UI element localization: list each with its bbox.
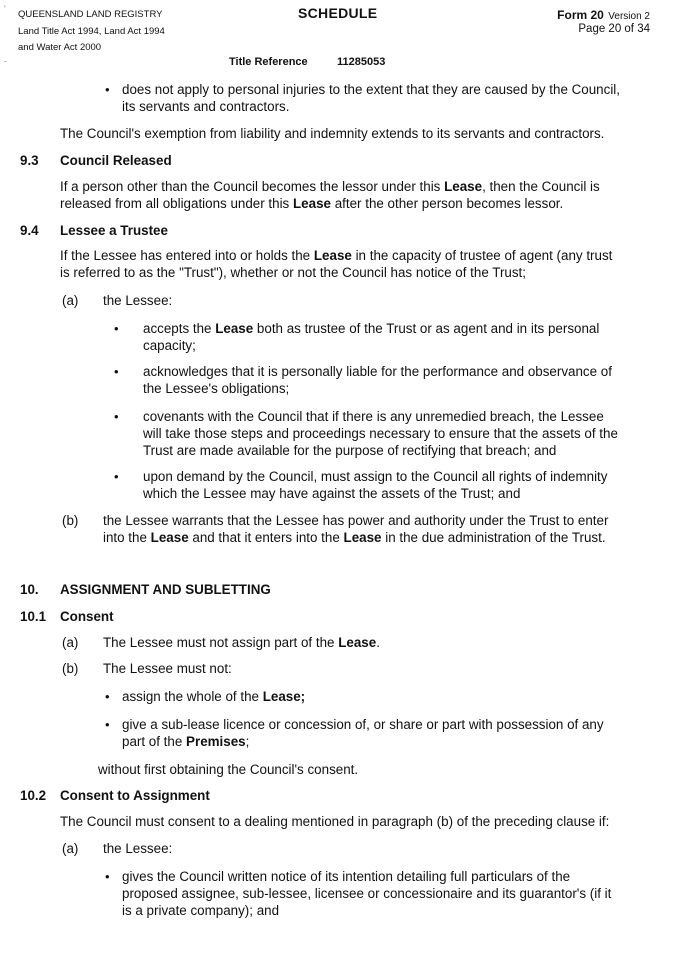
- bullet-icon: •: [105, 717, 110, 732]
- bullet-text-line: assign the whole of the Lease;: [122, 689, 306, 704]
- bullet-text-line: will take those steps and proceedings necessary to ensure that the assets of the: [143, 426, 618, 441]
- bullet-icon: •: [105, 869, 110, 884]
- form-label: [557, 6, 650, 24]
- bullet-icon: •: [114, 409, 119, 424]
- clause-number: 10.2: [20, 788, 47, 803]
- bullet-text-line: acknowledges that it is personally liable for the performance and observance of: [143, 364, 612, 379]
- schedule-title: SCHEDULE: [298, 5, 378, 21]
- clause-number: 10.1: [20, 609, 47, 624]
- clause-text-line: released from all obligations under this Lease after the other person becomes lessor.: [60, 196, 564, 211]
- form-number: Form 20: [557, 8, 604, 22]
- bullet-text-line: proposed assignee, sub-lessee, licensee or concessionaire and its guarantor's (if it: [122, 886, 612, 901]
- paragraph-text: the Lessee:: [103, 841, 173, 856]
- paragraph-text: The Lessee must not assign part of the Lease.: [103, 635, 380, 650]
- bullet-text-line: capacity;: [143, 338, 196, 353]
- clause-number: 9.4: [20, 223, 39, 238]
- clause-text-line: is referred to as the "Trust"), whether or not the Council has notice of the Trust;: [60, 265, 526, 280]
- margin-speck: ': [4, 4, 6, 14]
- paragraph-label: (b): [62, 661, 79, 676]
- paragraph-label: (a): [62, 293, 79, 308]
- bullet-text-line: is a private company); and: [122, 903, 280, 918]
- bullet-icon: •: [105, 82, 110, 97]
- paragraph-text-line: the Lessee warrants that the Lessee has power and authority under the Trust to enter: [103, 513, 609, 528]
- bullet-text-line: which the Lessee may have against the assets of the Trust; and: [143, 486, 521, 501]
- clause-number: 9.3: [20, 153, 39, 168]
- acts-line-1: Land Title Act 1994, Land Act 1994: [18, 26, 165, 37]
- clause-heading: Consent to Assignment: [60, 788, 210, 803]
- bullet-icon: •: [114, 469, 119, 484]
- paragraph-text: The Lessee must not:: [103, 661, 232, 676]
- bullet-text-line: accepts the Lease both as trustee of the Trust or as agent and in its personal: [143, 321, 600, 336]
- margin-speck: -: [4, 56, 7, 66]
- page-number: Page 20 of 34: [578, 23, 650, 35]
- bullet-text-line: covenants with the Council that if there is any unremedied breach, the Lessee: [143, 409, 604, 424]
- registry-name: QUEENSLAND LAND REGISTRY: [18, 9, 163, 20]
- form-version: Version 2: [608, 11, 650, 22]
- clause-heading: Council Released: [60, 153, 172, 168]
- clause-text-line: If the Lessee has entered into or holds the Lease in the capacity of trustee of agent (any trust: [60, 248, 613, 263]
- bullet-icon: •: [114, 364, 119, 379]
- clause-heading: Consent: [60, 609, 114, 624]
- paragraph-text: without first obtaining the Council's consent.: [98, 762, 359, 777]
- paragraph-label: (a): [62, 635, 79, 650]
- bullet-text-line: upon demand by the Council, must assign to the Council all rights of indemnity: [143, 469, 608, 484]
- title-reference-label: Title Reference: [229, 56, 308, 68]
- bullet-text-line: does not apply to personal injuries to the extent that they are caused by the Council,: [122, 82, 620, 97]
- paragraph-label: (a): [62, 841, 79, 856]
- bullet-text-line: the Lessee's obligations;: [143, 381, 290, 396]
- title-reference-value: 11285053: [337, 56, 386, 68]
- exemption-paragraph: The Council's exemption from liability and indemnity extends to its servants and contractors.: [60, 126, 605, 141]
- section-heading: ASSIGNMENT AND SUBLETTING: [60, 582, 271, 597]
- bullet-text-line: Trust are made available for the purpose of rectifying that breach; and: [143, 443, 557, 458]
- bullet-text-line: give a sub-lease licence or concession of, or share or part with possession of any: [122, 717, 604, 732]
- bullet-icon: •: [114, 321, 119, 336]
- paragraph-label: (b): [62, 513, 79, 528]
- clause-heading: Lessee a Trustee: [60, 223, 168, 238]
- bullet-text-line: gives the Council written notice of its intention detailing full particulars of the: [122, 869, 571, 884]
- bullet-text-line: part of the Premises;: [122, 734, 250, 749]
- acts-line-2: and Water Act 2000: [18, 42, 102, 53]
- paragraph-text-line: into the Lease and that it enters into the Lease in the due administration of the Trust.: [103, 530, 606, 545]
- clause-text-line: The Council must consent to a dealing mentioned in paragraph (b) of the preceding clause if:: [60, 814, 610, 829]
- section-number: 10.: [20, 582, 39, 597]
- clause-text-line: If a person other than the Council becomes the lessor under this Lease, then the Council is: [60, 179, 600, 194]
- bullet-text-line: its servants and contractors.: [122, 99, 290, 114]
- bullet-icon: •: [105, 689, 110, 704]
- paragraph-text: the Lessee:: [103, 293, 173, 308]
